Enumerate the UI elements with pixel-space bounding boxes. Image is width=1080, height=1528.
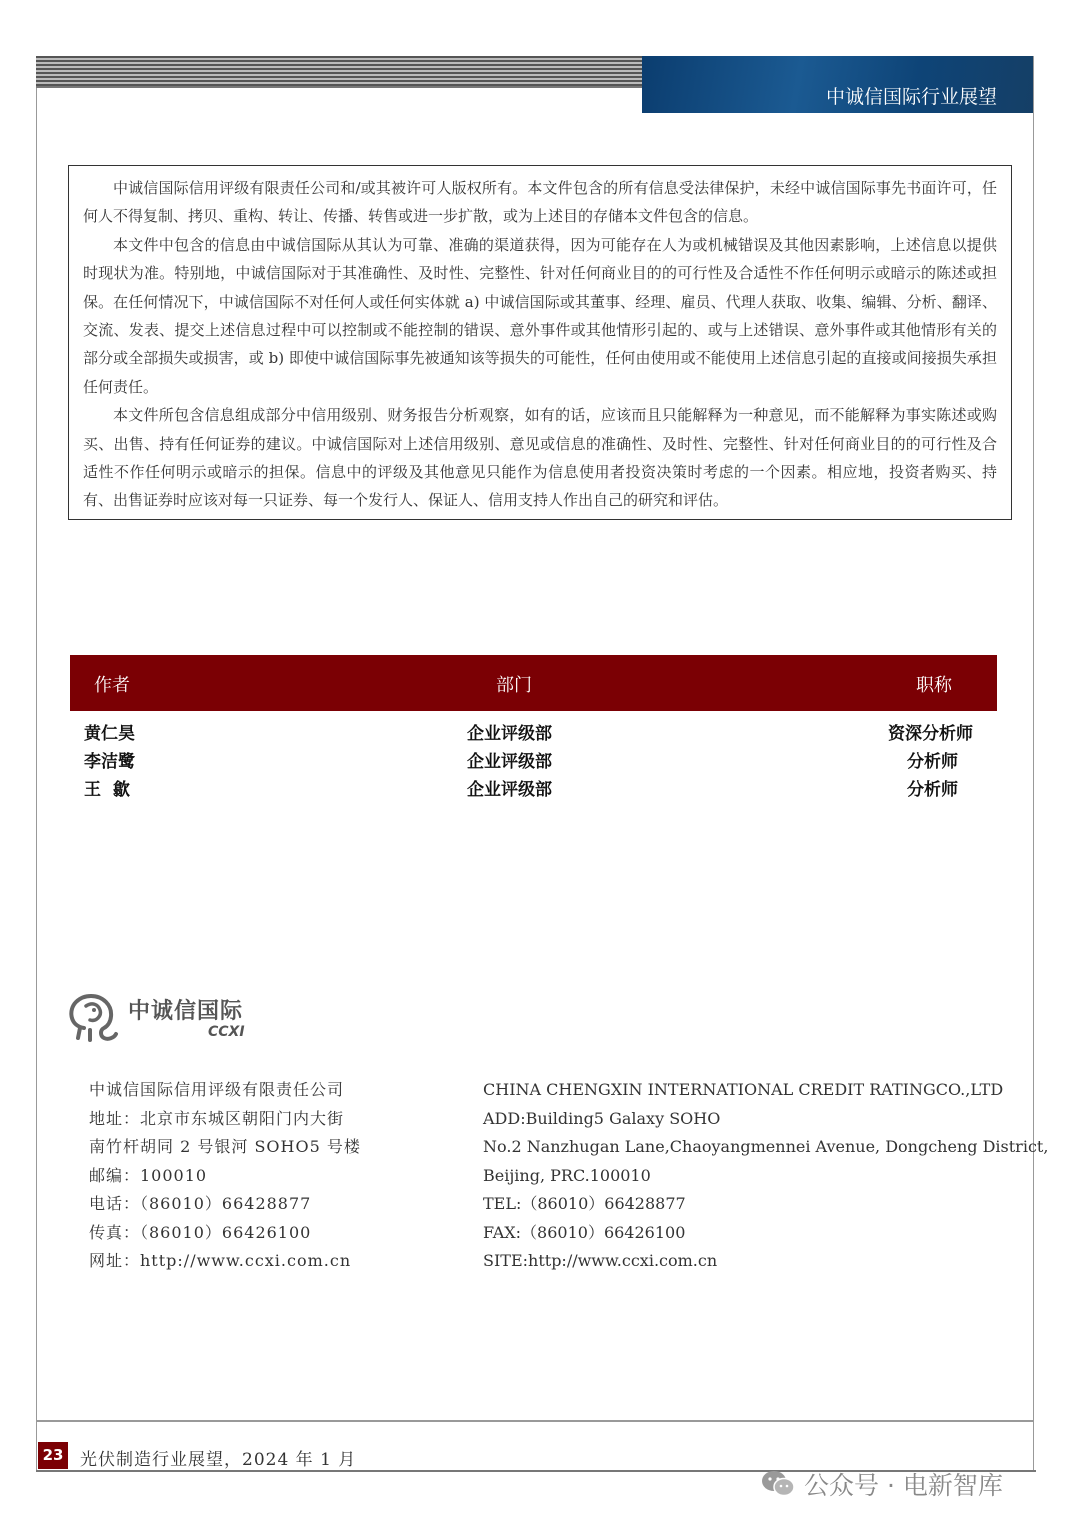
contact-line: SITE:http://www.ccxi.com.cn [483,1251,718,1270]
contact-english [483,1076,1049,1276]
footer-text: 光伏制造行业展望，2024 年 1 月 [80,1450,357,1470]
contact-line: 中诚信国际信用评级有限责任公司 [89,1080,345,1099]
contact-line: ADD:Building5 Galaxy SOHO [483,1108,721,1128]
author-department: 企业评级部 [467,724,552,744]
contact-line: 邮编：100010 [89,1165,208,1185]
contact-line: TEL:（86010）66428877 [483,1194,686,1213]
contact-line: 电话：（86010）66428877 [89,1194,312,1213]
author-department: 企业评级部 [467,752,552,772]
header-author: 作者 [94,675,130,696]
ccxi-logo [66,988,266,1048]
header-title: 中诚信国际行业展望 [825,86,997,108]
author-title: 分析师 [907,752,958,772]
page-number: 23 [38,1442,68,1469]
header-rule [36,86,642,88]
wechat-icon [760,1469,796,1499]
contact-chinese [89,1076,361,1276]
author-name: 王 歙 [84,780,130,800]
contact-line: FAX:（86010）66426100 [483,1222,686,1242]
contact-line: No.2 Nanzhugan Lane,Chaoyangmennei Avenue, Dongcheng District, [483,1137,1049,1156]
contact-line: 南竹杆胡同 2 号银河 SOHO5 号楼 [89,1137,361,1156]
elephant-logo-icon [66,988,126,1044]
contact-line: 网址：http://www.ccxi.com.cn [89,1251,352,1270]
watermark-text: 公众号 · 电新智库 [804,1471,1003,1500]
contact-line: CHINA CHENGXIN INTERNATIONAL CREDIT RATINGCO.,LTD [483,1080,1004,1099]
footer-rule [36,1420,1033,1422]
author-name: 李洁鹭 [84,752,135,772]
disclaimer-paragraph: 本文件所包含信息组成部分中信用级别、财务报告分析观察，如有的话，应该而且只能解释为一种意见，而不能解释为事实陈述或购买、出售、持有任何证券的建议。中诚信国际对上述信用级别、意见或信息的准确性、及时性、完整性、针对任何商业目的的可行性及合适性不作任何明示或暗示的担保。信息中的评级及其他意见只能作为信息使用者投资决策时考虑的一个因素。相应地，投资者购买、持有、出售证券时应该对每一只证券、每一个发行人、保证人、信用支持人作出自己的研究和评估。 [83,406,997,510]
author-row [0,747,1080,775]
author-row [0,775,1080,803]
logo-english-name: CCXI [208,1024,245,1040]
contact-line: 传真：（86010）66426100 [89,1222,312,1242]
author-title: 资深分析师 [888,724,973,744]
disclaimer-paragraph: 本文件中包含的信息由中诚信国际从其认为可靠、准确的渠道获得，因为可能存在人为或机械错误及其他因素影响，上述信息以提供时现状为准。特别地，中诚信国际对于其准确性、及时性、完整性、针对任何商业目的的可行性及合适性不作任何明示或暗示的陈述或担保。在任何情况下，中诚信国际不对任何人或任何实体就 a) 中诚信国际或其董事、经理、雇员、代理人获取、收集、编辑、分析、翻译、交流、发表、提交上述信息过程中可以控制或不能控制的错误、意外事件或其他情形引起的、或与上述错误、意外事件或其他情形有关的部分或全部损失或损害，或 b) 即使中诚信国际事先被通知该等损失的可能性，任何由使用或不能使用上述信息引起的直接或间接损失承担任何责任。 [83,235,997,396]
disclaimer-box [68,165,1012,520]
authors-table-header [70,655,997,711]
author-department: 企业评级部 [467,780,552,800]
contact-line: 地址：北京市东城区朝阳门内大街 [89,1108,345,1128]
author-title: 分析师 [907,780,958,800]
header-stripes [36,56,642,86]
author-row [0,719,1080,747]
contact-line: Beijing, PRC.100010 [483,1165,651,1185]
author-name: 黄仁昊 [84,724,135,744]
header-banner [642,56,1033,113]
watermark [760,1466,1003,1502]
header-title-col: 职称 [916,675,952,696]
disclaimer-paragraph: 中诚信国际信用评级有限责任公司和/或其被许可人版权所有。本文件包含的所有信息受法律保护，未经中诚信国际事先书面许可，任何人不得复制、拷贝、重构、转让、传播、转售或进一步扩散，或为上述目的存储本文件包含的信息。 [83,179,997,226]
logo-chinese-name: 中诚信国际 [128,999,244,1024]
header-department: 部门 [496,675,532,696]
